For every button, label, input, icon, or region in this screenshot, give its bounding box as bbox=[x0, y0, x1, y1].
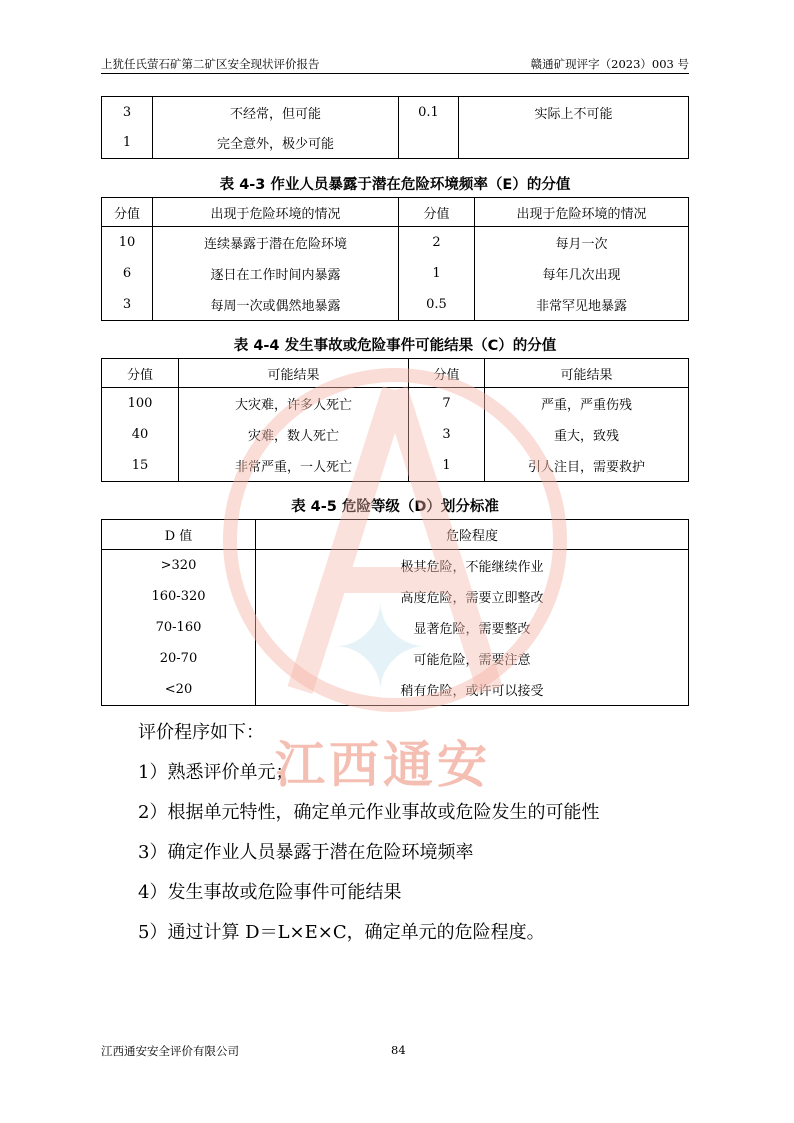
header-report-title: 上犹任氏萤石矿第二矿区安全现状评价报告 bbox=[101, 57, 320, 71]
table-cell: 大灾难，许多人死亡 bbox=[179, 388, 409, 419]
table-cell: 3 bbox=[409, 419, 485, 450]
table-row bbox=[102, 550, 689, 581]
table-header-row bbox=[102, 359, 689, 388]
table-cell bbox=[399, 128, 459, 159]
table-cell: 10 bbox=[118, 235, 136, 251]
column-header: D 值 bbox=[102, 520, 256, 550]
table-cell: 6 bbox=[122, 266, 132, 282]
table-consequence bbox=[101, 358, 689, 482]
table-row bbox=[102, 581, 689, 612]
table-cell: 20-70 bbox=[159, 651, 198, 667]
table-cell: 非常严重，一人死亡 bbox=[179, 450, 409, 481]
table-cell: 3 bbox=[122, 104, 132, 120]
table-cell: 实际上不可能 bbox=[459, 97, 689, 128]
procedure-step: 4）发生事故或危险事件可能结果 bbox=[138, 882, 402, 903]
table-cell: 每周一次或偶然地暴露 bbox=[153, 289, 399, 320]
table-row bbox=[102, 419, 689, 450]
table-row bbox=[102, 97, 689, 128]
table-row bbox=[102, 674, 689, 705]
table-cell: 0.1 bbox=[399, 97, 459, 128]
column-header: 可能结果 bbox=[485, 359, 689, 388]
table-cell: 100 bbox=[127, 396, 153, 412]
table-cell: 完全意外，极少可能 bbox=[153, 128, 399, 159]
table-cell: 每年几次出现 bbox=[475, 258, 689, 289]
table-cell: 7 bbox=[409, 388, 485, 419]
table-cell: 1 bbox=[122, 135, 132, 151]
procedure-step: 5）通过计算 D＝L×E×C，确定单元的危险程度。 bbox=[138, 922, 545, 943]
table-cell: 不经常，但可能 bbox=[153, 97, 399, 128]
table-cell: <20 bbox=[164, 682, 193, 698]
table-risk-level bbox=[101, 519, 689, 706]
footer-company: 江西通安安全评价有限公司 bbox=[101, 1044, 239, 1058]
table-row bbox=[102, 128, 689, 159]
procedure-intro: 评价程序如下： bbox=[138, 722, 264, 743]
table-continuation bbox=[101, 96, 689, 159]
table-cell: 可能危险，需要注意 bbox=[256, 643, 689, 674]
table-row bbox=[102, 258, 689, 289]
svg-text:✦: ✦ bbox=[330, 580, 431, 719]
column-header: 分值 bbox=[102, 359, 179, 388]
page-header bbox=[101, 56, 689, 72]
table-cell: 非常罕见地暴露 bbox=[475, 289, 689, 320]
column-header: 出现于危险环境的情况 bbox=[153, 198, 399, 227]
table-cell: 1 bbox=[409, 450, 485, 481]
table-cell: 稍有危险，或许可以接受 bbox=[256, 674, 689, 705]
column-header: 危险程度 bbox=[256, 520, 689, 550]
page-footer bbox=[101, 1043, 689, 1059]
table-cell: 重大，致残 bbox=[485, 419, 689, 450]
procedure-step: 1）熟悉评价单元； bbox=[138, 762, 294, 783]
table-cell: 显著危险，需要整改 bbox=[256, 612, 689, 643]
table-cell: 灾难，数人死亡 bbox=[179, 419, 409, 450]
table-cell: 严重，严重伤残 bbox=[485, 388, 689, 419]
table-cell: 连续暴露于潜在危险环境 bbox=[153, 227, 399, 258]
table-row bbox=[102, 612, 689, 643]
column-header: 出现于危险环境的情况 bbox=[475, 198, 689, 227]
table-cell: 1 bbox=[399, 258, 475, 289]
table-row bbox=[102, 643, 689, 674]
table-cell: >320 bbox=[160, 557, 197, 573]
procedure-step: 2）根据单元特性，确定单元作业事故或危险发生的可能性 bbox=[138, 802, 600, 823]
table-cell: 逐日在工作时间内暴露 bbox=[153, 258, 399, 289]
table-cell: 引人注目，需要救护 bbox=[485, 450, 689, 481]
table-row bbox=[102, 289, 689, 320]
watermark-text: 江西通安 bbox=[275, 736, 491, 794]
table-row bbox=[102, 227, 689, 258]
table-cell: 70-160 bbox=[155, 620, 202, 636]
table-row bbox=[102, 450, 689, 481]
table-header-row bbox=[102, 520, 689, 550]
column-header: 分值 bbox=[399, 198, 475, 227]
column-header: 分值 bbox=[409, 359, 485, 388]
table-caption-c: 表 4-4 发生事故或危险事件可能结果（C）的分值 bbox=[233, 338, 557, 354]
table-cell: 40 bbox=[131, 427, 149, 443]
header-divider bbox=[101, 73, 689, 74]
table-exposure-frequency bbox=[101, 197, 689, 321]
table-cell: 每月一次 bbox=[475, 227, 689, 258]
table-cell bbox=[459, 128, 689, 159]
table-cell: 极其危险，不能继续作业 bbox=[256, 550, 689, 581]
column-header: 可能结果 bbox=[179, 359, 409, 388]
table-row bbox=[102, 388, 689, 419]
page-number: 84 bbox=[391, 1043, 406, 1057]
column-header: 分值 bbox=[102, 198, 153, 227]
procedure-step: 3）确定作业人员暴露于潜在危险环境频率 bbox=[138, 842, 474, 863]
table-cell: 0.5 bbox=[399, 289, 475, 320]
table-cell: 高度危险，需要立即整改 bbox=[256, 581, 689, 612]
table-header-row bbox=[102, 198, 689, 227]
table-cell: 3 bbox=[122, 297, 132, 313]
table-cell: 160-320 bbox=[151, 588, 206, 604]
header-report-number: 赣通矿现评字（2023）003 号 bbox=[530, 57, 689, 71]
table-cell: 2 bbox=[399, 227, 475, 258]
table-caption-d: 表 4-5 危险等级（D）划分标准 bbox=[291, 499, 499, 515]
table-caption-e: 表 4-3 作业人员暴露于潜在危险环境频率（E）的分值 bbox=[219, 177, 571, 193]
table-cell: 15 bbox=[131, 458, 149, 474]
